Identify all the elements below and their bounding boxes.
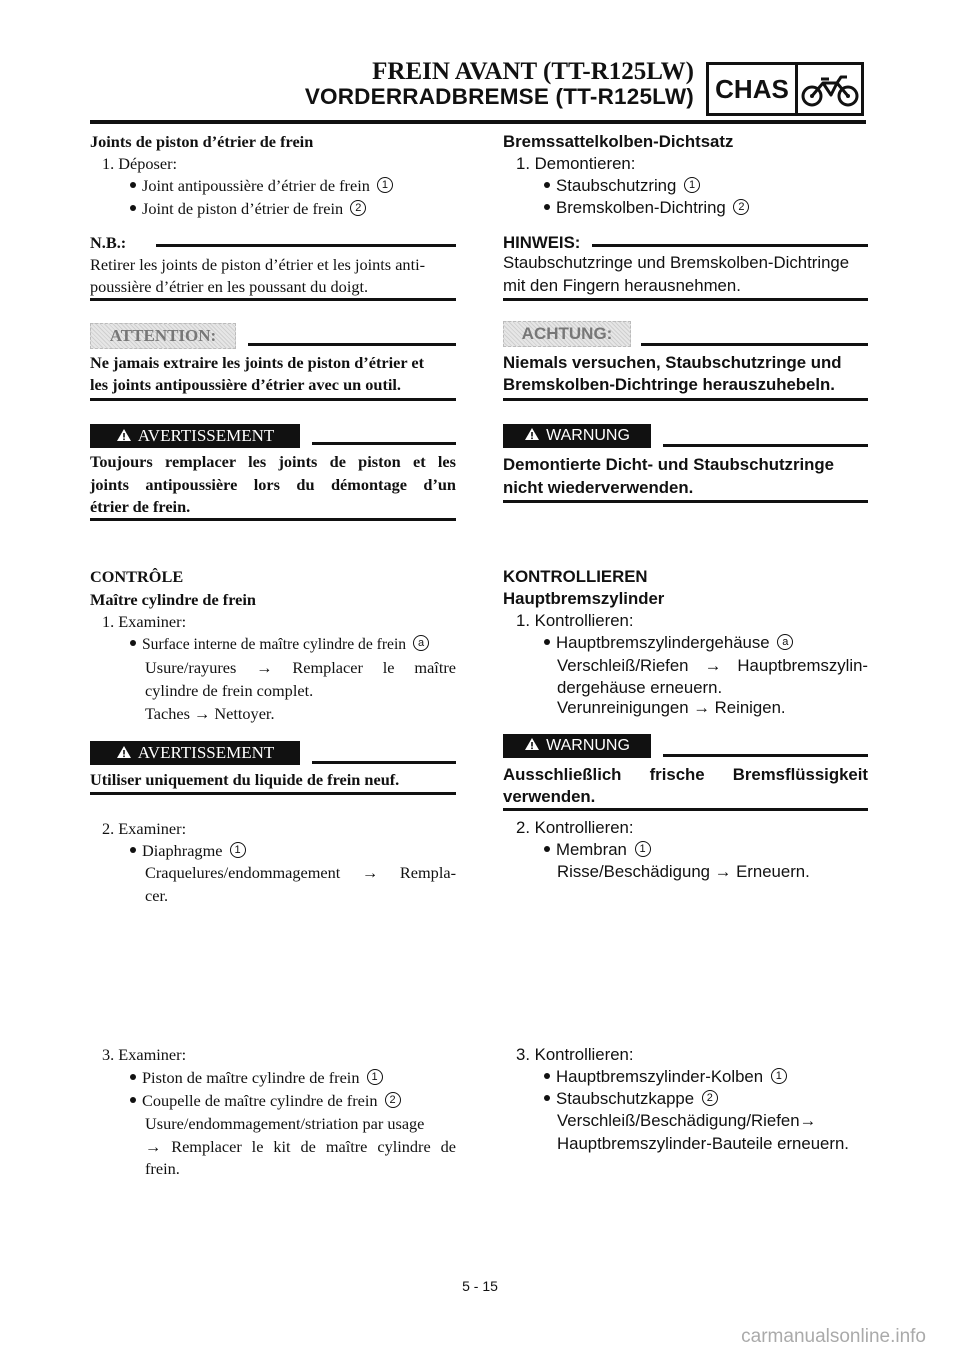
heading-caliper-seals: Joints de piston d’étrier de frein (90, 132, 314, 151)
list-item: Hauptbremszylinder-Kolben 1 (544, 1066, 787, 1088)
note-rule (592, 244, 868, 247)
inspection-result: Hauptbremszylinder-Bauteile erneuern. (557, 1134, 849, 1153)
warning-text: Utiliser uniquement du liquide de frein neuf. (90, 770, 400, 789)
warning-text: étrier de frein. (90, 497, 191, 516)
step-1: 1. Examiner: (102, 612, 187, 631)
callout-2: 2 (385, 1092, 401, 1108)
list-item: Diaphragme 1 (130, 840, 246, 862)
list-item: Bremskolben-Dichtring 2 (544, 197, 749, 219)
attention-end-rule (90, 398, 456, 401)
step-1: 1. Kontrollieren: (516, 611, 634, 630)
bullet-icon (130, 847, 136, 853)
step-2: 2. Kontrollieren: (516, 818, 634, 837)
list-item: Joint antipoussière d’étrier de frein 1 (130, 175, 393, 197)
warning-text: verwenden. (503, 787, 596, 806)
note-label: HINWEIS: (503, 233, 581, 252)
list-item: Joint de piston d’étrier de frein 2 (130, 198, 366, 220)
note-text: mit den Fingern herausnehmen. (503, 276, 741, 295)
inspection-result: Craquelures/endommagement → Rempla- (145, 863, 456, 882)
note-end-rule (90, 298, 456, 301)
bullet-icon (544, 182, 550, 188)
list-item: Coupelle de maître cylindre de frein 2 (130, 1090, 401, 1112)
inspection-result: frein. (145, 1159, 180, 1178)
inspection-result: cer. (145, 886, 169, 905)
page-title-de: VORDERRADBREMSE (TT-R125LW) (304, 84, 694, 109)
inspection-result: cylindre de frein complet. (145, 681, 314, 700)
bullet-icon (544, 846, 550, 852)
callout-2: 2 (702, 1090, 718, 1106)
warning-text: joints antipoussière lors du démontage d’un (90, 475, 456, 494)
note-text: poussière d’étrier en les poussant du doigt. (90, 277, 369, 296)
warning-end-rule (503, 808, 868, 811)
bullet-icon (130, 182, 136, 188)
attention-text: Ne jamais extraire les joints de piston d’étrier et (90, 353, 424, 372)
bullet-icon (130, 1074, 136, 1080)
warning-rule (312, 442, 456, 445)
note-label: N.B.: (90, 233, 127, 252)
callout-1: 1 (684, 177, 700, 193)
callout-1: 1 (367, 1069, 383, 1085)
inspection-result: dergehäuse erneuern. (557, 678, 723, 697)
watermark: carmanualsonline.info (741, 1326, 926, 1347)
bullet-icon (544, 204, 550, 210)
inspection-result: Taches → Nettoyer. (145, 704, 275, 723)
callout-1: 1 (230, 842, 246, 858)
bullet-icon (544, 639, 550, 645)
list-item: Piston de maître cylindre de frein 1 (130, 1067, 383, 1089)
motorcycle-icon (801, 71, 859, 109)
callout-a: a (413, 635, 429, 651)
inspection-result: Verschleiß/Beschädigung/Riefen→ (557, 1111, 817, 1130)
step-3: 3. Examiner: (102, 1045, 187, 1064)
page-number: 5 - 15 (462, 1278, 498, 1294)
note-text: Staubschutzringe und Bremskolben-Dichtringe (503, 253, 850, 272)
attention-badge: ACHTUNG: (503, 321, 631, 347)
attention-text: Bremskolben-Dichtringe herauszuhebeln. (503, 375, 835, 394)
warning-text: nicht wiederverwenden. (503, 478, 694, 497)
heading-caliper-seals: Bremssattelkolben-Dichtsatz (503, 132, 734, 151)
list-item: Surface interne de maître cylindre de frein a (130, 634, 429, 656)
bullet-icon (130, 640, 136, 646)
bullet-icon (544, 1073, 550, 1079)
warning-end-rule (503, 500, 868, 503)
callout-2: 2 (350, 200, 366, 216)
warning-icon (524, 737, 540, 751)
attention-rule (641, 343, 868, 346)
warning-end-rule (90, 792, 456, 795)
warning-badge: AVERTISSEMENT (90, 424, 300, 448)
note-rule (156, 244, 456, 247)
callout-1: 1 (635, 841, 651, 857)
subsection-heading: Maître cylindre de frein (90, 590, 256, 609)
subsection-heading: Hauptbremszylinder (503, 589, 665, 608)
callout-1: 1 (771, 1068, 787, 1084)
callout-a: a (777, 634, 793, 650)
page-title-fr: FREIN AVANT (TT-R125LW) (372, 58, 694, 85)
warning-rule (312, 761, 456, 764)
callout-1: 1 (377, 177, 393, 193)
warning-rule (663, 444, 868, 447)
section-heading: CONTRÔLE (90, 567, 184, 586)
warning-end-rule (90, 518, 456, 521)
note-end-rule (503, 298, 868, 301)
step-2: 2. Examiner: (102, 819, 187, 838)
step-1: 1. Demontieren: (516, 154, 636, 173)
warning-badge: WARNUNG (503, 424, 651, 448)
section-heading: KONTROLLIEREN (503, 567, 648, 586)
warning-badge: AVERTISSEMENT (90, 741, 300, 765)
step-3: 3. Kontrollieren: (516, 1045, 634, 1064)
inspection-result: Usure/endommagement/striation par usage (145, 1114, 425, 1133)
list-item: Staubschutzring 1 (544, 175, 700, 197)
warning-badge: WARNUNG (503, 734, 651, 758)
inspection-result: Verunreinigungen → Reinigen. (557, 698, 786, 717)
note-text: Retirer les joints de piston d’étrier et les joints anti- (90, 255, 426, 274)
list-item: Hauptbremszylindergehäuse a (544, 632, 793, 654)
attention-badge: ATTENTION: (90, 323, 236, 349)
list-item: Staubschutzkappe 2 (544, 1088, 718, 1110)
attention-text: les joints antipoussière d’étrier avec un outil. (90, 375, 401, 394)
warning-text: Toujours remplacer les joints de piston et les (90, 452, 456, 471)
warning-icon (116, 745, 132, 759)
attention-rule (248, 343, 456, 346)
callout-2: 2 (733, 199, 749, 215)
warning-icon (116, 428, 132, 442)
inspection-result: Usure/rayures → Remplacer le maître (145, 658, 456, 677)
list-item: Membran 1 (544, 839, 651, 861)
step-1: 1. Déposer: (102, 154, 178, 173)
attention-text: Niemals versuchen, Staubschutzringe und (503, 353, 842, 372)
warning-icon (524, 427, 540, 441)
header-rule (90, 120, 866, 124)
inspection-result: → Remplacer le kit de maître cylindre de (145, 1137, 456, 1156)
inspection-result: Risse/Beschädigung → Erneuern. (557, 862, 810, 881)
bullet-icon (130, 1097, 136, 1103)
section-badge (706, 62, 864, 116)
attention-end-rule (503, 398, 868, 401)
warning-rule (663, 754, 868, 757)
inspection-result: Verschleiß/Riefen → Hauptbremszylin- (557, 656, 868, 675)
bullet-icon (130, 205, 136, 211)
bullet-icon (544, 1095, 550, 1101)
warning-text: Ausschließlich frische Bremsflüssigkeit (503, 765, 868, 784)
section-label: CHAS (709, 65, 798, 113)
warning-text: Demontierte Dicht- und Staubschutzringe (503, 455, 834, 474)
